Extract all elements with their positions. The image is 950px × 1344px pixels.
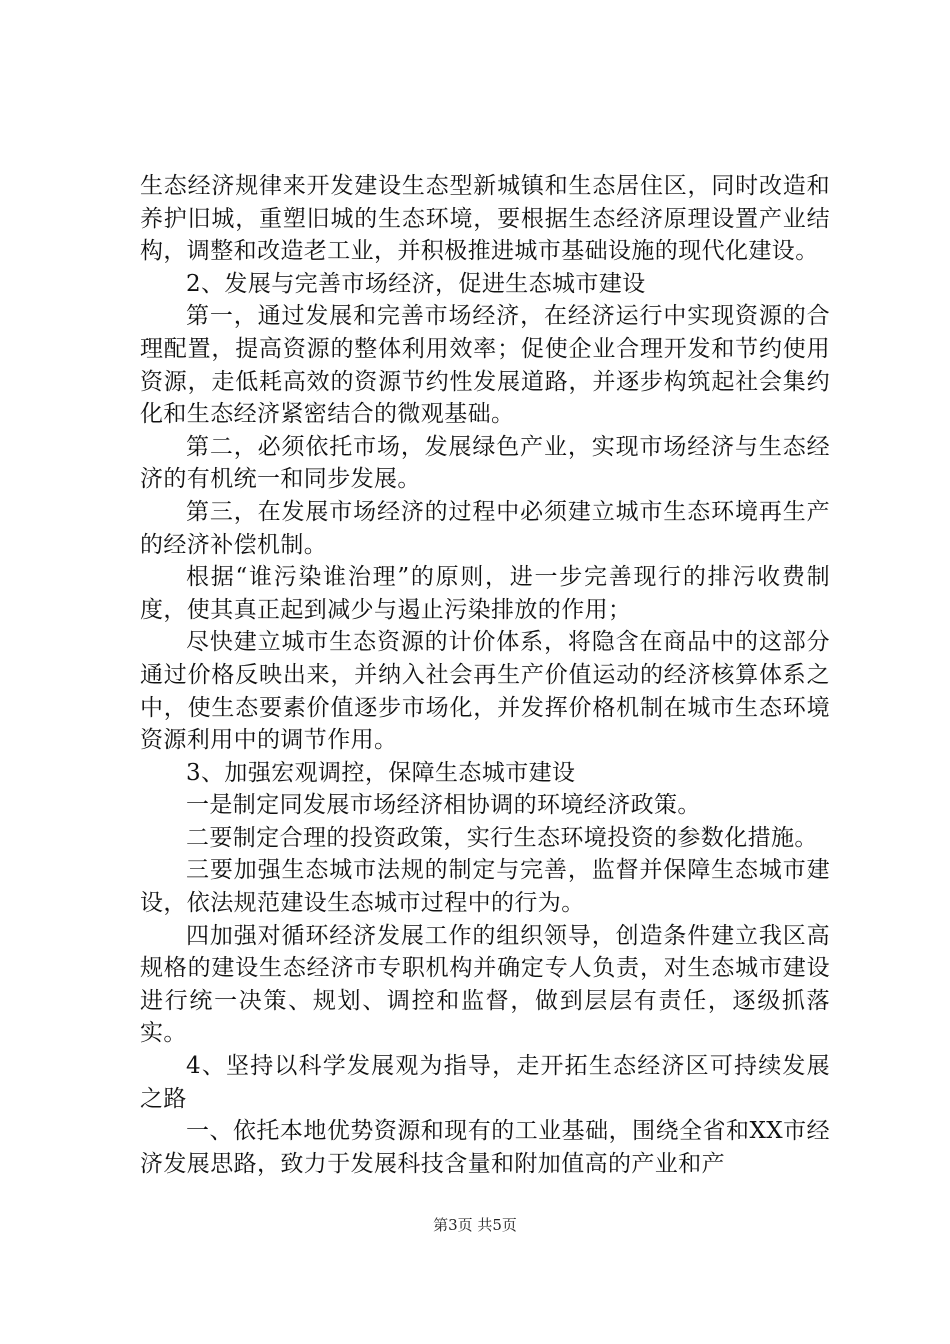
section-heading-4: 4、坚持以科学发展观为指导，走开拓生态经济区可持续发展之路 [140, 1053, 830, 1112]
paragraph: 第二，必须依托市场，发展绿色产业，实现市场经济与生态经济的有机统一和同步发展。 [140, 433, 830, 493]
paragraph: 第三，在发展市场经济的过程中必须建立城市生态环境再生产的经济补偿机制。 [140, 498, 830, 558]
paragraph: 根据“谁污染谁治理”的原则，进一步完善现行的排污收费制度，使其真正起到减少与遏止污染排放的作用； [140, 564, 830, 623]
paragraph: 一是制定同发展市场经济相协调的环境经济政策。 [186, 792, 701, 819]
section-heading-3: 3、加强宏观调控，保障生态城市建设 [186, 759, 576, 786]
page-footer: 第3页 共5页 [433, 1216, 517, 1234]
paragraph: 二要制定合理的投资政策，实行生态环境投资的参数化措施。 [186, 824, 818, 851]
paragraph: 一、依托本地优势资源和现有的工业基础，围绕全省和XX市经济发展思路，致力于发展科技含量和附加值高的产业和产 [140, 1118, 830, 1177]
paragraph: 四加强对循环经济发展工作的组织领导，创造条件建立我区高规格的建设生态经济市专职机构并确定专人负责，对生态城市建设进行统一决策、规划、调控和监督，做到层层有责任，逐级抓落实。 [140, 922, 830, 1047]
paragraph-continuation: 生态经济规律来开发建设生态型新城镇和生态居住区，同时改造和养护旧城，重塑旧城的生态环境，要根据生态经济原理设置产业结构，调整和改造老工业，并积极推进城市基础设施的现代化建设。 [140, 173, 830, 265]
paragraph: 三要加强生态城市法规的制定与完善，监督并保障生态城市建设，依法规范建设生态城市过程中的行为。 [140, 857, 830, 917]
section-heading-2: 2、发展与完善市场经济，促进生态城市建设 [186, 270, 646, 297]
document-body [140, 170, 830, 1180]
paragraph: 尽快建立城市生态资源的计价体系，将隐含在商品中的这部分通过价格反映出来，并纳入社会再生产价值运动的经济核算体系之中，使生态要素价值逐步市场化，并发挥价格机制在城市生态环境资源利用中的调节作用。 [140, 629, 830, 754]
paragraph: 第一，通过发展和完善市场经济，在经济运行中实现资源的合理配置，提高资源的整体利用效率；促使企业合理开发和节约使用资源，走低耗高效的资源节约性发展道路，并逐步构筑起社会集约化和生态经济紧密结合的微观基础。 [140, 303, 830, 428]
